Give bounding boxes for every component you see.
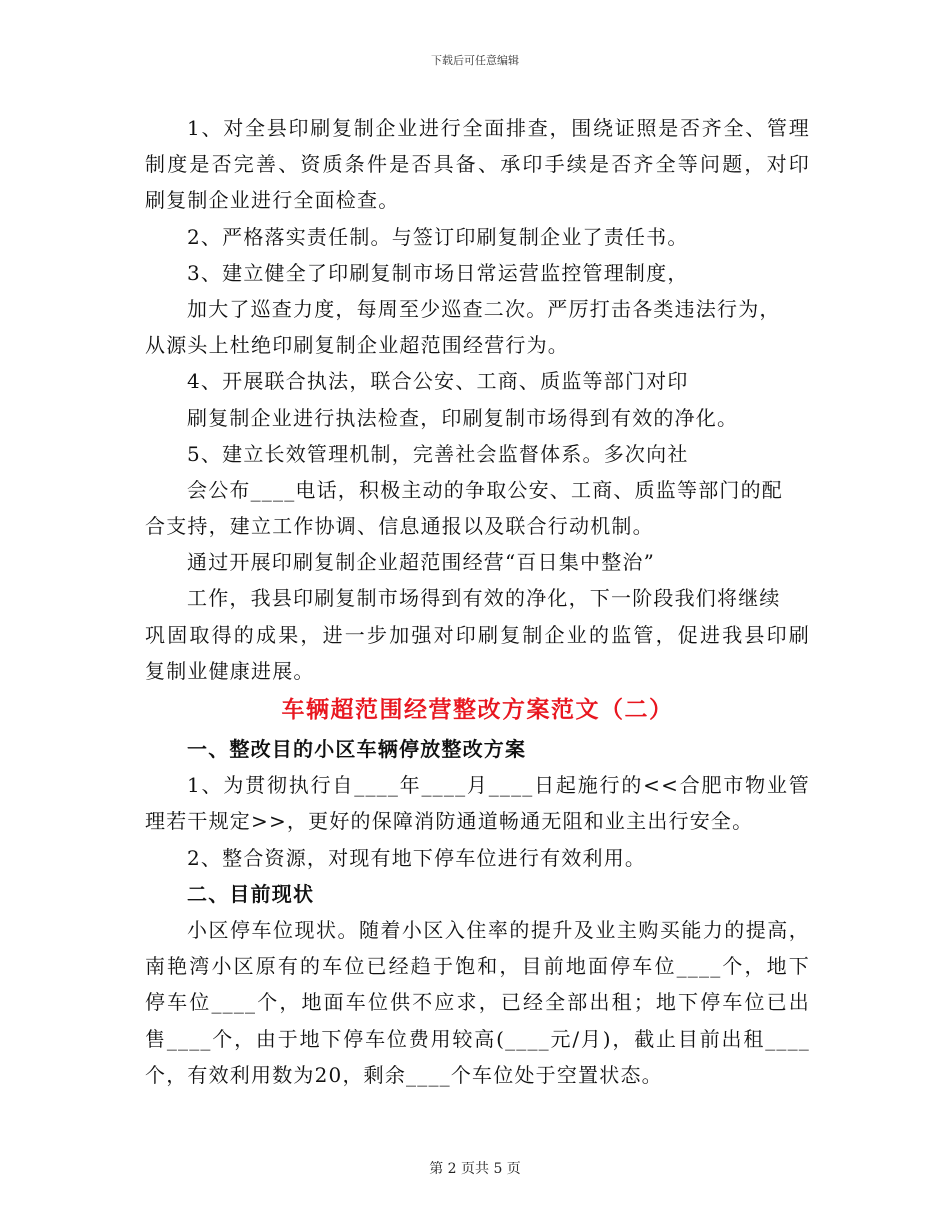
text-line: 会公布____电话，积极主动的争取公安、工商、质监等部门的配: [187, 477, 783, 502]
page-footer: 第 2 页共 5 页: [429, 1161, 521, 1177]
document-body: [145, 110, 810, 1093]
text-line: 刷复制企业进行全面检查。: [145, 188, 400, 213]
text-line: 4、开展联合执法，联合公安、工商、质监等部门对印: [187, 369, 689, 394]
text-line: 南艳湾小区原有的车位已经趋于饱和，目前地面停车位____个，地下: [145, 954, 810, 979]
text-line: 理若干规定>>，更好的保障消防通道畅通无阻和业主出行安全。: [145, 809, 754, 834]
section-title: 车辆超范围经营整改方案范文（二）: [281, 697, 674, 723]
text-line: 1、为贯彻执行自____年____月____日起施行的<<合肥市物业管: [187, 773, 810, 798]
section-heading: 二、目前现状: [187, 881, 315, 906]
page-header: 下载后可任意编辑: [431, 54, 519, 67]
text-line: 合支持，建立工作协调、信息通报以及联合行动机制。: [145, 514, 654, 539]
text-line: 复制业健康进展。: [145, 658, 315, 683]
text-line: 3、建立健全了印刷复制市场日常运营监控管理制度，: [187, 260, 689, 285]
text-line: 个，有效利用数为20，剩余____个车位处于空置状态。: [145, 1062, 663, 1087]
text-line: 1、对全县印刷复制企业进行全面排查，围绕证照是否齐全、管理: [187, 116, 810, 140]
text-line: 工作，我县印刷复制市场得到有效的净化，下一阶段我们将继续: [187, 586, 781, 611]
text-line: 巩固取得的成果，进一步加强对印刷复制企业的监管，促进我县印刷: [145, 622, 810, 647]
text-line: 加大了巡查力度，每周至少巡查二次。严厉打击各类违法行为，: [187, 296, 781, 321]
text-line: 通过开展印刷复制企业超范围经营“百日集中整治”: [187, 550, 656, 575]
text-line: 制度是否完善、资质条件是否具备、承印手续是否齐全等问题，对印: [145, 152, 810, 177]
text-line: 小区停车位现状。随着小区入住率的提升及业主购买能力的提高，: [187, 917, 810, 942]
text-line: 2、整合资源，对现有地下停车位进行有效利用。: [187, 845, 647, 870]
text-line: 停车位____个，地面车位供不应求，已经全部出租；地下停车位已出: [145, 990, 810, 1015]
text-line: 售____个，由于地下停车位费用较高(____元/月)，截止目前出租____: [145, 1026, 810, 1051]
text-line: 刷复制企业进行执法检查，印刷复制市场得到有效的净化。: [187, 405, 739, 430]
text-line: 5、建立长效管理机制，完善社会监督体系。多次向社: [187, 441, 689, 466]
section-heading: 一、整改目的小区车辆停放整改方案: [187, 737, 527, 761]
text-line: 2、严格落实责任制。与签订印刷复制企业了责任书。: [187, 224, 689, 249]
text-line: 从源头上杜绝印刷复制企业超范围经营行为。: [145, 333, 569, 358]
